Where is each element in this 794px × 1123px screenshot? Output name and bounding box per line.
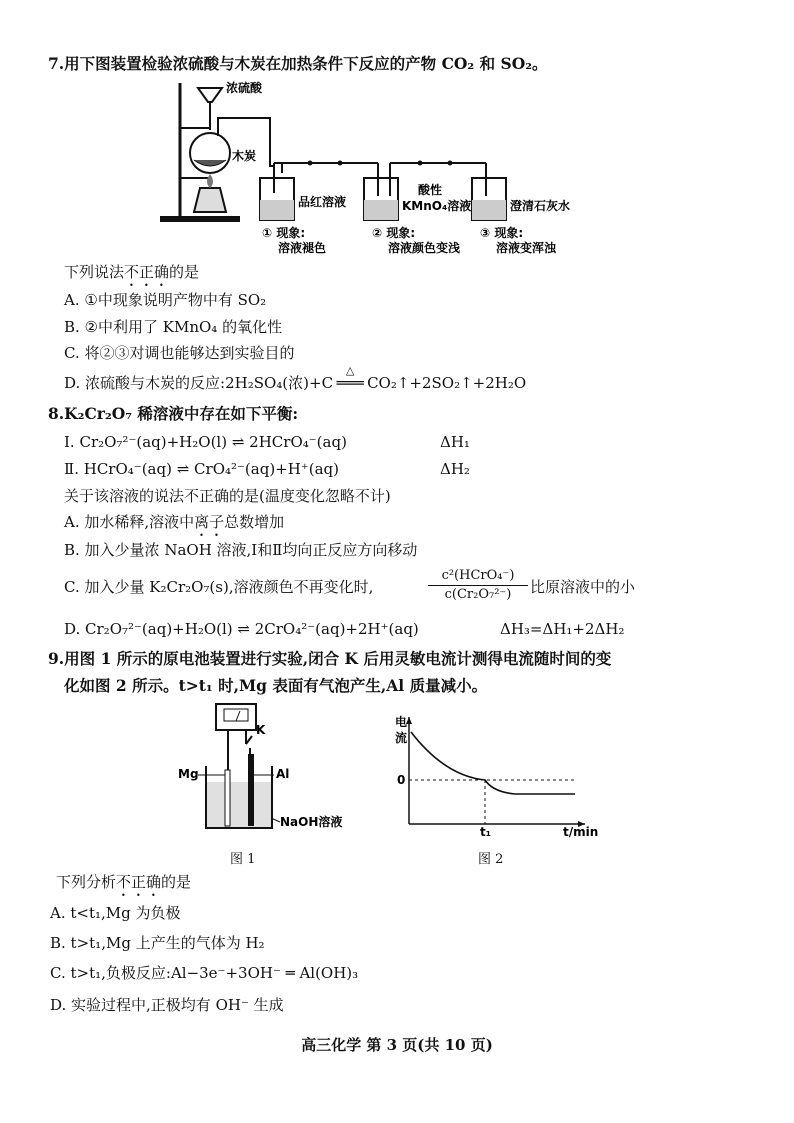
t1-label: t₁ xyxy=(480,825,491,839)
obs1-b: 溶液褪色 xyxy=(278,241,327,255)
obs2-a: ② 现象: xyxy=(372,226,416,240)
q7-stem: 7.用下图装置检验浓硫酸与木炭在加热条件下反应的产物 CO₂ 和 SO₂。 xyxy=(48,54,548,73)
q8-option-d-dh: ΔH₃=ΔH₁+2ΔH₂ xyxy=(500,620,625,638)
xlabel: t/min xyxy=(563,825,599,839)
obs2-b: 溶液颜色变浅 xyxy=(388,241,461,255)
q8-eq1-dh: ΔH₁ xyxy=(440,433,470,451)
q7-option-b: B. ②中利用了 KMnO₄ 的氧化性 xyxy=(64,318,283,336)
q7-option-c: C. 将②③对调也能够达到实验目的 xyxy=(64,344,295,362)
q8-option-d: D. Cr₂O₇²⁻(aq)+H₂O(l) ⇌ 2CrO₄²⁻(aq)+2H⁺(aq) xyxy=(64,620,419,638)
obs3-a: ③ 现象: xyxy=(480,226,524,240)
label-acid: 浓硫酸 xyxy=(226,81,263,95)
zero-label: 0 xyxy=(397,773,406,787)
q9-stem-2: 化如图 2 所示。t>t₁ 时,Mg 表面有气泡产生,Al 质量减小。 xyxy=(64,676,488,695)
label-k: K xyxy=(256,723,266,737)
q8-stem: 8.K₂Cr₂O₇ 稀溶液中存在如下平衡: xyxy=(48,404,299,423)
label-b3: 澄清石灰水 xyxy=(510,199,571,213)
ylabel-char-1: 电 xyxy=(395,715,408,729)
q9-option-a: A. t<t₁,Mg 为负极 xyxy=(50,904,181,922)
q8-fraction: c²(HCrO₄⁻) c(Cr₂O₇²⁻) xyxy=(428,568,528,603)
q8-eq2-dh: ΔH₂ xyxy=(440,460,470,478)
fig2-caption: 图 2 xyxy=(478,852,504,867)
q7-prompt: 下列说法不正确的是 xyxy=(64,263,200,281)
label-b2a: 酸性 xyxy=(418,183,443,197)
q7-option-d: D. 浓硫酸与木炭的反应:2H₂SO₄(浓)+C △ ═══ CO₂↑+2SO₂↑+2H₂O xyxy=(64,364,527,392)
q7-apparatus-diagram xyxy=(150,78,610,258)
q8-prompt: 关于该溶液的说法不正确的是(温度变化忽略不计) xyxy=(64,487,391,505)
label-solution: NaOH溶液 xyxy=(280,815,343,829)
label-b2b: KMnO₄溶液 xyxy=(402,199,472,213)
q9-prompt: 下列分析不正确的是 xyxy=(56,873,192,891)
q9-stem-1: 9.用图 1 所示的原电池装置进行实验,闭合 K 后用灵敏电流计测得电流随时间的变 xyxy=(48,649,612,668)
label-al: Al xyxy=(276,767,290,781)
q8-eq2: Ⅱ. HCrO₄⁻(aq) ⇌ CrO₄²⁻(aq)+H⁺(aq) xyxy=(64,460,339,478)
q9-option-b: B. t>t₁,Mg 上产生的气体为 H₂ xyxy=(50,934,265,952)
q8-option-c-tail: 比原溶液中的小 xyxy=(530,578,636,596)
page-footer: 高三化学 第 3 页(共 10 页) xyxy=(301,1036,493,1054)
obs3-b: 溶液变浑浊 xyxy=(496,241,557,255)
q8-option-b: B. 加入少量浓 NaOH 溶液,Ⅰ和Ⅱ均向正反应方向移动 xyxy=(64,541,418,559)
ylabel-char-2: 流 xyxy=(395,731,408,745)
fig1-caption: 图 1 xyxy=(230,852,256,867)
q8-option-a: A. 加水稀释,溶液中离子总数增加 xyxy=(64,513,285,531)
label-carbon: 木炭 xyxy=(232,149,257,163)
q9-option-c: C. t>t₁,负极反应:Al−3e⁻+3OH⁻ ═ Al(OH)₃ xyxy=(50,964,359,982)
q9-figure-1 xyxy=(172,700,362,840)
q8-eq1: Ⅰ. Cr₂O₇²⁻(aq)+H₂O(l) ⇌ 2HCrO₄⁻(aq) xyxy=(64,433,347,451)
q9-option-d: D. 实验过程中,正极均有 OH⁻ 生成 xyxy=(50,996,284,1014)
q8-option-c: C. 加入少量 K₂Cr₂O₇(s),溶液颜色不再变化时, xyxy=(64,578,374,596)
obs1-a: ① 现象: xyxy=(262,226,306,240)
label-b1: 品红溶液 xyxy=(298,195,347,209)
q9-figure-2-current-vs-time xyxy=(385,712,605,842)
label-mg: Mg xyxy=(178,767,199,781)
q7-option-a: A. ①中现象说明产物中有 SO₂ xyxy=(64,291,267,309)
